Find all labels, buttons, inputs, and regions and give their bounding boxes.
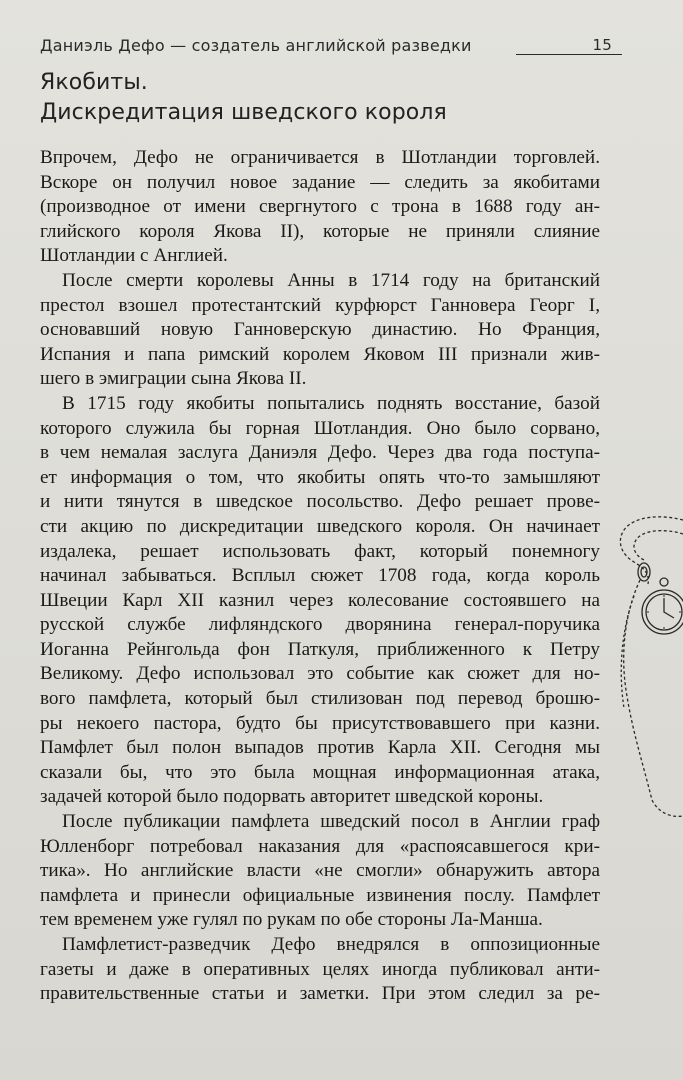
text-line: Шотландии с Англией. — [40, 245, 228, 267]
text-line: глийского короля Якова II), которые не приняли слияние — [40, 220, 600, 242]
running-head-rule — [516, 54, 622, 55]
pocket-watch-chain-icon — [612, 500, 683, 830]
text-line: тем временем уже гулял по рукам по обе стороны Ла-Манша. — [40, 909, 543, 931]
section-heading-line-2: Дискредитация шведского короля — [40, 100, 447, 125]
text-line: Памфлетист-разведчик Дефо внедрялся в оппозиционные — [62, 934, 600, 955]
text-line: и нити тянутся в шведское посольство. Дефо решает прове- — [40, 491, 600, 513]
text-line: Впрочем, Дефо не ограничивается в Шотландии торговлей. — [40, 147, 600, 168]
section-heading-line-1: Якобиты. — [40, 70, 148, 95]
text-line: издалека, решает использовать факт, который понемногу — [40, 540, 600, 562]
text-line: правительственные статьи и заметки. При этом следил за ре- — [40, 983, 600, 1005]
section-heading — [40, 68, 600, 128]
text-line: престол взошел протестантский курфюрст Ганновера Георг I, — [40, 294, 600, 316]
page-number: 15 — [592, 36, 612, 54]
text-line: начинал забываться. Всплыл сюжет 1708 года, когда король — [40, 565, 600, 587]
text-line: Памфлет был полон выпадов против Карла XII. Сегодня мы — [40, 737, 600, 759]
text-line: в чем немалая заслуга Даниэля Дефо. Через два года поступа- — [40, 442, 600, 464]
text-line: газеты и даже в оперативных целях иногда публиковал анти- — [40, 958, 600, 980]
text-line: В 1715 году якобиты попытались поднять восстание, базой — [62, 392, 600, 414]
text-line: После публикации памфлета шведский посол в Англии граф — [62, 811, 600, 833]
text-line: Юлленборг потребовал наказания для «распоясавшегося кри- — [40, 835, 600, 857]
text-line: Великому. Дефо использовал это событие как сюжет для но- — [40, 663, 600, 685]
running-head-title: Даниэль Дефо — создатель английской разведки — [40, 36, 472, 55]
text-line: ет информация о том, что якобиты опять что-то замышляют — [40, 466, 600, 488]
body-text — [40, 146, 600, 1007]
text-line: сказали бы, что это была мощная информационная атака, — [40, 761, 600, 783]
text-line: ры некоего пастора, будто бы присутствовавшего при казни. — [40, 712, 600, 734]
text-line: сти акцию по дискредитации шведского короля. Он начинает — [40, 515, 600, 537]
text-line: Вскоре он получил новое задание — следить за якобитами — [40, 171, 600, 193]
text-line: Испания и папа римский королем Яковом III признали жив- — [40, 343, 600, 365]
text-line: вого памфлета, который был стилизован под перевод брошю- — [40, 688, 600, 710]
text-line: тика». Но английские власти «не смогли» обнаружить автора — [40, 860, 600, 882]
text-line: русской службе лифляндского дворянина генерал-поручика — [40, 614, 600, 636]
running-head — [40, 36, 612, 60]
text-line: шего в эмиграции сына Якова II. — [40, 368, 307, 390]
text-line: Швеции Карл XII казнил через колесование состоявшего на — [40, 589, 600, 611]
text-line: которого служила бы горная Шотландия. Оно было сорвано, — [40, 417, 600, 439]
text-line: памфлета и принесли официальные извинения послу. Памфлет — [40, 884, 600, 906]
text-line: После смерти королевы Анны в 1714 году на британский — [62, 269, 600, 291]
text-line: (производное от имени свергнутого с трона в 1688 году ан- — [40, 196, 600, 218]
text-line: основавший новую Ганноверскую династию. Но Франция, — [40, 319, 600, 341]
text-line: задачей которой было подорвать авторитет шведской короны. — [40, 786, 544, 808]
text-line: Иоганна Рейнгольда фон Паткуля, приближенного к Петру — [40, 638, 600, 660]
